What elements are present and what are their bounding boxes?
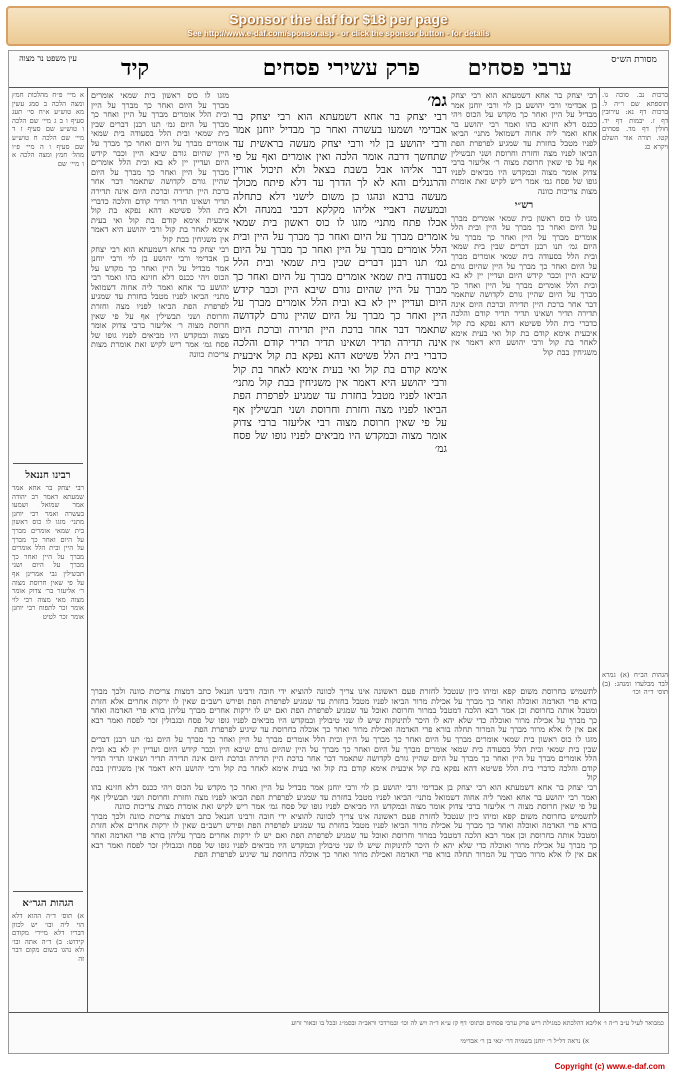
tractate-title: ערבי פסחים — [467, 55, 572, 81]
rabbeinu-chananel-heading: רבינו חננאל — [25, 470, 71, 481]
footnote-line-2: א) נראה דל״ל ר׳ יוחנן בשמיה דר׳ ינאי בן ר׳ אבדימי — [460, 1037, 589, 1045]
masoret-references: ברכות נב. סוכה נו. תוספתא שם ר״ה ל. ברכות דף נא: עירובין דף ז. יבמות דף יד. חולין דף מד. פסחים קטו. תורה אור השלם ויקרא כג — [602, 91, 668, 151]
talmud-page — [8, 50, 669, 1054]
left-margin-rule-2 — [13, 891, 83, 892]
left-margin-rule — [13, 463, 83, 464]
commentary-bottom-text-4: לתשמיש בחרוסת משום קפא ומיהו כיון שנטבל לחזרת פעם ראשונה אינו צריך לכוונה להוציא ידי חובה ורבינו חננאל כתב דמצות צריכות כוונה ולכך מברך בורא פרי האדמה ואוכלה ואחר כך מברך על אכילת מרור הביאו לפניו מטבל בחזרת עד שמגיע לפרפרת הפת ופירש רשב״ם שאין לו ירקות אחרים אלא חזרת ומטבל אותה בחרוסת וכן אמר רבא הלכה דמטבל במרור וחרוסת ואוכל עד שמגיע לפרפרת הפת ואם יש לו ירקות אחרים מברך עליהן בורא פרי האדמה ואחר כך מברך על אכילת מרור ואוכלה כדי שלא יהא לו היכר לתינוקות שיש לו שני טיבולין ובמקדש היו מביאים לפניו גופו של פסח ובגבולין זכר לפסח ואמר רבא אם אין לו אלא מרור מברך על המרור תחלה בורא פרי האדמה ואכילת מרור ואחר כך אוכלה בחרוסת עד שיגיע לפרפרת הפת — [91, 811, 597, 860]
commentary-bottom-block — [91, 687, 597, 1009]
right-margin-divider — [599, 87, 600, 1012]
ein-mishpat-label: עין משפט נר מצוה — [19, 54, 77, 63]
tosafot-column — [91, 91, 229, 683]
commentary-bottom-text-2: מזגו לו כוס ראשון בית שמאי אומרים מברך על היום ואחר כך מברך על היין ובית הלל אומרים מברך על היין ואחר כך מברך על היום גמ׳ תנו רבנן דברים שבין בית שמאי ובית הלל בסעודה בית שמאי אומרים מברך על היום ואחר כך מברך על היין שהיום גורם שיבא היין וכבר קידש היום ועדיין יין לא בא ובית הלל אומרים מברך על היין ואחר כך מברך על היום שהיין גורם לקדושה שתאמר דבר אחר ברכת היין תדירה וברכת היום אינה תדירה תדיר ושאינו תדיר תדיר קודם והלכה כדברי בית הלל פשיטא דהא נפקא בת קול איבעית אימא קודם בת קול ואי בעית אימא לאחר בת קול ורבי יהושע היא דאמר אין משגיחין בבת קול — [91, 734, 597, 783]
right-margin-column — [602, 91, 668, 1006]
hagahot-gra-heading: הגהות הגר״א — [22, 898, 74, 909]
rashi-text: רבי יצחק בר אחא דשמעתא הוא רבי יצחק בן אבדימי ורבי יהושע בן לוי ורבי יוחנן אמר מבדיל על היין ואחר כך מקדש על הכוס ויהי ככנס דלא חזינא בהו ואמר רבי יהושע בר אחא ואמר ליה אחוה דשמואל מתני׳ הביאו לפניו מטבל בחזרת עד שמגיע לפרפרת הפת הביאו לפניו מצה וחזרת וחרוסת ושני תבשילין אף על פי שאין חרוסת מצוה ר׳ אליעזר ברבי צדוק אומר מצוה ובמקדש היו מביאים לפניו גופו של פסח גמ׳ אמר ריש לקיש זאת אומרת מצות צריכות כוונה — [451, 91, 597, 196]
commentary-bottom-text-3: רבי יצחק בר אחא דשמעתא הוא רבי יצחק בן אבדימי ורבי יהושע בן לוי ורבי יוחנן אמר מבדיל על היין ואחר כך מקדש על הכוס ויהי ככנס דלא חזינא בהו ואמר רבי יהושע בר אחא ואמר ליה אחוה דשמואל מתני׳ הביאו לפניו מטבל בחזרת עד שמגיע לפרפרת הפת הביאו לפניו מצה וחזרת וחרוסת ושני תבשילין אף על פי שאין חרוסת מצוה ר׳ אליעזר ברבי צדוק אומר מצוה ובמקדש היו מביאים לפניו גופו של פסח גמ׳ אמר ריש לקיש זאת אומרת מצות צריכות כוונה — [91, 782, 597, 812]
page-header — [9, 51, 669, 87]
ein-mishpat-column — [12, 91, 84, 461]
hagahot-gra-text: א) תוס׳ ד״ה ההוא דלא הוי ליה ובו׳ יש לכוון דבריו דלא מיירי מקודם קידוש: ב) ד״ה אתה ובו׳ ולא נהגו בשום מקום דבר זה — [12, 912, 84, 963]
chapter-title: פרק עשירי פסחים — [262, 55, 420, 81]
gemara-opening-word: גמ׳ — [427, 91, 447, 111]
tosafot-text: מזגו לו כוס ראשון בית שמאי אומרים מברך על היום ואחר כך מברך על היין ובית הלל אומרים מברך על היין ואחר כך מברך על היום גמ׳ תנו רבנן דברים שבין בית שמאי ובית הלל בסעודה בית שמאי אומרים מברך על היום ואחר כך מברך על היין שהיום גורם שיבא היין וכבר קידש היום ועדיין יין לא בא ובית הלל אומרים מברך על היין ואחר כך מברך על היום שהיין גורם לקדושה שתאמר דבר אחר ברכת היין תדירה וברכת היום אינה תדירה תדיר ושאינו תדיר תדיר קודם והלכה כדברי בית הלל פשיטא דהא נפקא בת קול איבעית אימא קודם בת קול ואי בעית אימא לאחר בת קול ורבי יהושע היא דאמר אין משגיחין בבת קול — [91, 91, 229, 244]
rabbeinu-chananel-column — [12, 467, 84, 887]
ein-mishpat-text: א מיי׳ פ״ח מהלכות חמץ ומצה הלכה ב סמג עשין מא טוש״ע א״ח סי׳ תעג סעיף ו ב ג מיי׳ שם הלכה ו טוש״ע שם סעיף ז ד מיי׳ שם הלכה ח טוש״ע שם סעיף ו ה מיי׳ פ״ו מהל׳ חמץ ומצה הלכה א ו מיי׳ שם — [12, 91, 84, 168]
gemara-column — [233, 91, 447, 681]
left-margin-divider — [87, 87, 88, 1012]
commentary-bottom-text: לתשמיש בחרוסת משום קפא ומיהו כיון שנטבל לחזרת פעם ראשונה אינו צריך לכוונה להוציא ידי חובה ורבינו חננאל כתב דמצות צריכות כוונה ולכך מברך בורא פרי האדמה ואוכלה ואחר כך מברך על אכילת מרור הביאו לפניו מטבל בחזרת עד שמגיע לפרפרת הפת ופירש רשב״ם שאין לו ירקות אחרים אלא חזרת ומטבל אותה בחרוסת וכן אמר רבא הלכה דמטבל במרור וחרוסת ואוכל עד שמגיע לפרפרת הפת ואם יש לו ירקות אחרים מברך עליהן בורא פרי האדמה ואחר כך מברך על אכילת מרור ואוכלה כדי שלא יהא לו היכר לתינוקות שיש לו שני טיבולין ובמקדש היו מביאים לפניו גופו של פסח ובגבולין זכר לפסח ואמר רבא אם אין לו אלא מרור מברך על המרור תחלה בורא פרי האדמה ואכילת מרור ואחר כך אוכלה בחרוסת עד שיגיע לפרפרת הפת — [91, 687, 597, 735]
rashi-column — [451, 91, 597, 683]
footnote-line: כמבואר לעיל ע״ב ר״ה ו׳ אליבא דהלכתא כמגילת ריש פרק ערבי פסחים ובתוס׳ דף קז ע״א ד״ה ויש לה וכו׳ ובמרדכי וראב״ה ובסמ״ג ובכל בו ובאור זרוע — [291, 1019, 664, 1027]
sponsor-subtitle[interactable]: See http://www.e-daf.com/sponsor.asp - or click the sponsor button - for details — [187, 29, 490, 38]
folio-number: קיד — [121, 55, 150, 81]
sponsor-title[interactable]: Sponsor the daf for $18 per page — [229, 11, 448, 27]
masoret-label: מסורת הש״ס — [611, 55, 657, 65]
rashi-heading: רש״י — [514, 199, 534, 211]
rabbeinu-chananel-text: רבי יצחק בר אחא אמר שמעתא דאמר רב יהודה אמר שמואל ושמעו בעשרה ואמר רבי יוחנן מתני׳ מזגו לו כוס ראשון בית שמאי אומרים מברך על היום ואחר כך מברך על היין ובית הלל אומרים מברך על היין ואחר כך מברך על היום ושני תבשילין גבי אמרינן אף על פי שאין חרוסת מצוה ר׳ אליעזר בר׳ צדוק אומר מצוה מאי מצוה רבי לוי אומר זכר לתפוח רבי יוחנן אומר זכר לטיט — [12, 484, 84, 621]
hagahot-bach-text: הגהות הב״ח (א) גמרא לבד מבלעדו ומנהג: (ב) תוס׳ ד״ה וכו׳ — [602, 671, 668, 697]
copyright-link[interactable]: Copyright (c) www.e-daf.com — [554, 1062, 665, 1071]
footer-divider — [9, 1012, 669, 1013]
rashi-text-continued: מזגו לו כוס ראשון בית שמאי אומרים מברך על היום ואחר כך מברך על היין ובית הלל אומרים מברך על היין ואחר כך מברך על היום גמ׳ תנו רבנן דברים שבין בית שמאי ובית הלל בסעודה בית שמאי אומרים מברך על היום ואחר כך מברך על היין שהיום גורם שיבא היין וכבר קידש היום ועדיין יין לא בא ובית הלל אומרים מברך על היין ואחר כך מברך על היום שהיין גורם לקדושה שתאמר דבר אחר ברכת היין תדירה וברכת היום אינה תדירה תדיר ושאינו תדיר תדיר קודם והלכה כדברי בית הלל פשיטא דהא נפקא בת קול איבעית אימא קודם בת קול ואי בעית אימא לאחר בת קול ורבי יהושע היא דאמר אין משגיחין בבת קול — [451, 213, 597, 357]
sponsor-banner[interactable] — [6, 6, 671, 46]
header-divider — [9, 87, 669, 88]
hagahot-gra-column — [12, 895, 84, 1007]
gemara-text: רבי יצחק בר אחא דשמעתא הוא רבי יצחק בר אבדימי ושמעו בעשרה ואחר כך מבדיל יוחנן אמר ורבי יהושע בן לוי ורבי יצחק מעשה בראשית עד שתחשך דרבה אומר הלכה ואין אומרים ואף על פי דבר אליהו אבל בשבת בצאל ולא תיכול אורין והרגנלים והא לא לך הדרך עד דלא פיתח מכולך מעשה ברבא ונהגו כן משום לישני דלא כתחלה ובמעשה דאביי אליהו מקלקא דכבי במנחה ולא אכלו פתח מתני׳ מזגו לו כוס ראשון בית שמאי אומרים מברך על היום ואחר כך מברך על היין ובית הלל אומרים מברך על היין ואחר כך מברך על היום גמ׳ תנו רבנן דברים שבין בית שמאי ובית הלל בסעודה בית שמאי אומרים מברך על היום ואחר כך מברך על היין שהיום גורם שיבא היין וכבר קידש היום ועדיין יין לא בא ובית הלל אומרים מברך על היין ואחר כך מברך על היום שהיין גורם לקדושה שתאמר דבר אחר ברכת היין תדירה וברכת היום אינה תדירה תדיר ושאינו תדיר תדיר קודם והלכה כדברי בית הלל פשיטא דהא נפקא בת קול איבעית אימא קודם בת קול ואי בעית אימא לאחר בת קול ורבי יהושע היא דאמר אין משגיחין בבת קול מתני׳ הביאו לפניו מטבל בחזרת עד שמגיע לפרפרת הפת הביאו לפניו מצה וחזרת וחרוסת ושני תבשילין אף על פי שאין חרוסת מצוה רבי אליעזר ברבי צדוק אומר מצוה ובמקדש היו מביאים לפניו גופו של פסח גמ׳ — [233, 111, 447, 456]
tosafot-text-continued: רבי יצחק בר אחא דשמעתא הוא רבי יצחק בן אבדימי ורבי יהושע בן לוי ורבי יוחנן אמר מבדיל על היין ואחר כך מקדש על הכוס ויהי ככנס דלא חזינא בהו ואמר רבי יהושע בר אחא ואמר ליה אחוה דשמואל מתני׳ הביאו לפניו מטבל בחזרת עד שמגיע לפרפרת הפת הביאו לפניו מצה וחזרת וחרוסת ושני תבשילין אף על פי שאין חרוסת מצוה ר׳ אליעזר ברבי צדוק אומר מצוה ובמקדש היו מביאים לפניו גופו של פסח גמ׳ אמר ריש לקיש זאת אומרת מצות צריכות כוונה — [91, 244, 229, 360]
